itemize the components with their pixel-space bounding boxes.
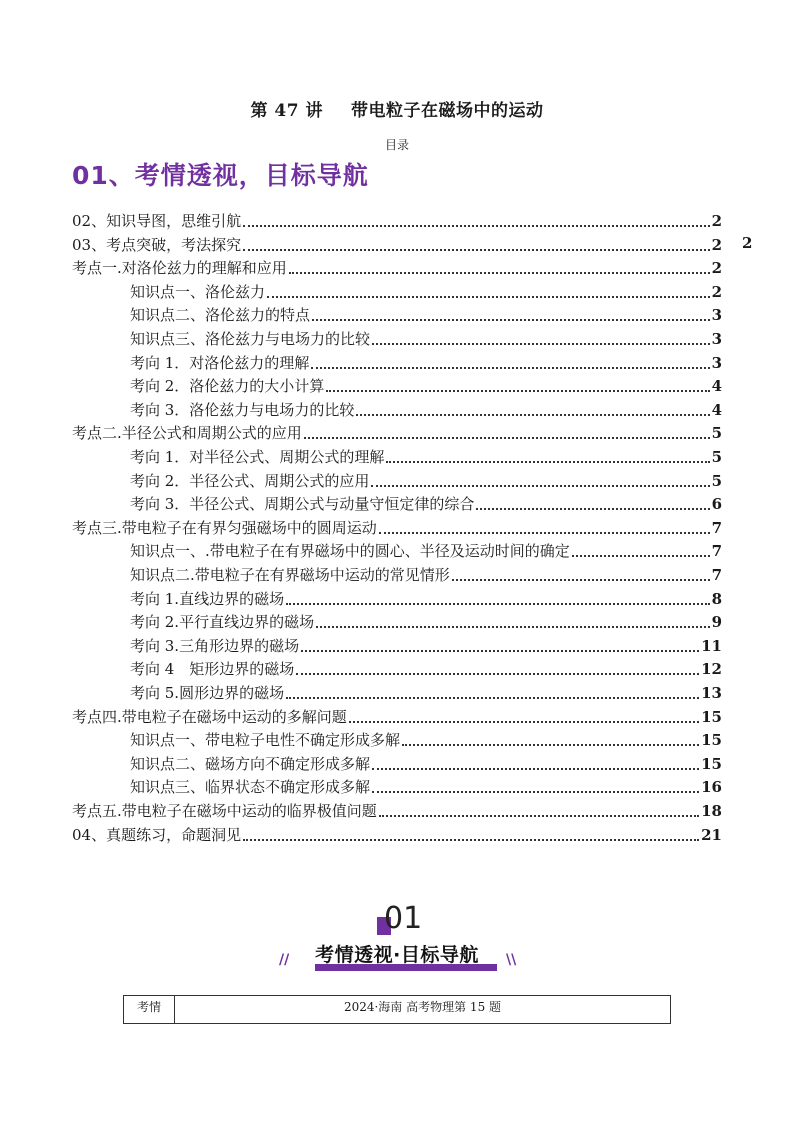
toc-entry-page: 12 [701,660,722,679]
toc-entry[interactable] [72,254,722,277]
toc-entry[interactable] [72,797,722,820]
toc-entry-title: 知识点三、洛伦兹力与电场力的比较 [130,330,371,348]
toc-entry-title: 考向 2．洛伦兹力的大小计算 [130,377,325,396]
lecture-number: 第 47 讲 [250,101,323,121]
toc-entry[interactable] [72,207,722,230]
toc-entry-title: 考向 1.直线边界的磁场 [130,589,285,608]
lecture-topic: 带电粒子在磁场中的运动 [351,101,544,121]
toc-entry-title: 知识点二.带电粒子在有界磁场中运动的常见情形 [130,566,450,584]
toc-entry-page: 5 [711,448,722,466]
toc-leader-dots [243,248,709,251]
toc-entry[interactable] [130,443,722,466]
toc-leader-dots [372,790,699,793]
toc-entry-page: 8 [711,589,722,608]
toc-leader-dots [386,460,709,463]
toc-entry-title: 考向 2．半径公式、周期公式的应用 [130,471,370,490]
toc-entry-page: 6 [711,495,722,514]
toc-leader-dots [296,672,699,675]
toc-entry-page: 2 [711,235,722,254]
toc-entry-title: 知识点一、洛伦兹力 [130,282,266,301]
toc-entry-title: 知识点三、临界状态不确定形成多解 [130,778,371,797]
toc-leader-dots [286,602,709,605]
toc-entry-page: 5 [711,471,722,490]
toc-leader-dots [379,814,699,817]
toc-entry-title: 考向 1．对半径公式、周期公式的理解 [130,448,385,466]
toc-leader-dots [372,767,699,770]
toc-entry-page: 16 [701,778,722,797]
toc-leader-dots [356,413,709,416]
toc-leader-dots [372,342,710,345]
toc-entry-page: 11 [701,636,722,655]
banner-title: 考情透视·目标导航 [315,944,479,966]
toc-entry[interactable] [130,537,722,560]
toc-entry-title: 知识点二、磁场方向不确定形成多解 [130,754,371,773]
stray-page-number: 2 [742,234,753,252]
toc-entry-page: 2 [711,212,722,230]
toc-entry-title: 04、真题练习，命题洞见 [72,825,242,844]
toc-entry-page: 4 [711,377,722,396]
toc-entry-title: 考点三.带电粒子在有界匀强磁场中的圆周运动 [72,518,377,537]
toc-leader-dots [349,720,699,723]
toc-entry[interactable] [130,349,722,372]
right-slash-decoration: \\ [506,952,517,968]
toc-leader-dots [402,743,699,746]
toc-entry[interactable] [130,278,722,301]
toc-entry[interactable] [72,703,722,726]
toc-entry[interactable] [130,325,722,348]
toc-leader-dots [289,271,710,274]
toc-entry[interactable] [130,467,722,490]
toc-entry-page: 2 [711,259,722,278]
toc-entry-page: 15 [701,731,722,750]
table-value-cell: 2024·海南 高考物理第 15 题 [343,1000,502,1014]
toc-entry[interactable] [130,372,722,395]
page-title [0,96,794,121]
toc-leader-dots [371,484,709,487]
toc-entry[interactable] [72,514,722,537]
toc-leader-dots [286,696,699,699]
toc-entry-page: 21 [701,825,722,844]
toc-entry-page: 9 [711,613,722,632]
toc-entry-title: 知识点一、带电粒子电性不确定形成多解 [130,731,401,750]
toc-entry[interactable] [72,419,722,442]
toc-entry-title: 03、考点突破，考法探究 [72,235,242,254]
toc-entry-page: 15 [701,754,722,773]
toc-entry-page: 7 [711,566,722,584]
toc-leader-dots [243,224,709,227]
section-banner [293,940,501,970]
toc-entry-title: 考向 5.圆形边界的磁场 [130,684,285,702]
toc-entry-page: 2 [711,282,722,301]
toc-label: 目录 [384,138,409,152]
toc-leader-dots [379,531,710,534]
toc-leader-dots [316,625,709,628]
toc-entry-title: 考向 4 矩形边界的磁场 [130,660,295,679]
toc-entry[interactable] [130,655,722,678]
toc-entry[interactable] [130,726,722,749]
toc-entry-title: 考向 2.平行直线边界的磁场 [130,613,315,632]
toc-entry-page: 3 [711,353,722,372]
toc-leader-dots [304,436,710,439]
toc-leader-dots [476,507,709,510]
toc-entry-title: 考点五.带电粒子在磁场中运动的临界极值问题 [72,802,377,820]
table-label-cell: 考情 [124,996,175,1023]
toc-entry[interactable] [130,632,722,655]
left-slash-decoration: // [279,952,290,968]
toc-entry-page: 7 [711,518,722,537]
toc-leader-dots [267,295,710,298]
toc-entry[interactable] [130,608,722,631]
toc-entry-page: 5 [711,424,722,443]
section-heading[interactable]: 01、考情透视，目标导航 [72,161,369,190]
toc-entry-page: 3 [711,306,722,325]
toc-entry[interactable] [130,396,722,419]
toc-entry-page: 18 [701,802,722,820]
toc-entry-page: 13 [701,684,722,702]
toc-entry[interactable] [130,561,722,584]
toc-entry-page: 3 [711,330,722,348]
toc-entry-title: 02、知识导图，思维引航 [72,212,242,230]
exam-info-table [123,995,671,1024]
toc-leader-dots [311,366,709,369]
toc-entry-page: 15 [701,707,722,726]
toc-entry[interactable] [72,231,722,254]
toc-entry[interactable] [130,490,722,513]
toc-entry-title: 考向 1．对洛伦兹力的理解 [130,353,310,372]
toc-leader-dots [572,554,710,557]
toc-entry[interactable] [72,821,722,844]
toc-entry-title: 考点二.半径公式和周期公式的应用 [72,424,302,443]
section-number: 01 [384,901,423,936]
toc-entry-title: 知识点一、.带电粒子在有界磁场中的圆心、半径及运动时间的确定 [130,542,570,561]
toc-entry-title: 考向 3.三角形边界的磁场 [130,636,300,655]
toc-entry-title: 考点四.带电粒子在磁场中运动的多解问题 [72,707,347,726]
toc-entry[interactable] [130,750,722,773]
toc-leader-dots [452,578,710,581]
toc-entry-page: 7 [711,542,722,561]
toc-entry[interactable] [130,585,722,608]
toc-entry[interactable] [130,773,722,796]
toc-entry-title: 考点一.对洛伦兹力的理解和应用 [72,259,287,278]
toc-entry[interactable] [130,679,722,702]
toc-leader-dots [312,318,710,321]
toc-entry-title: 知识点二、洛伦兹力的特点 [130,306,311,325]
toc-leader-dots [301,649,699,652]
toc-leader-dots [243,838,699,841]
toc-entry-title: 考向 3．半径公式、周期公式与动量守恒定律的综合 [130,495,475,514]
toc-entry-title: 考向 3．洛伦兹力与电场力的比较 [130,400,355,419]
toc-entry[interactable] [130,301,722,324]
toc-entry-page: 4 [711,400,722,419]
toc-leader-dots [326,389,709,392]
